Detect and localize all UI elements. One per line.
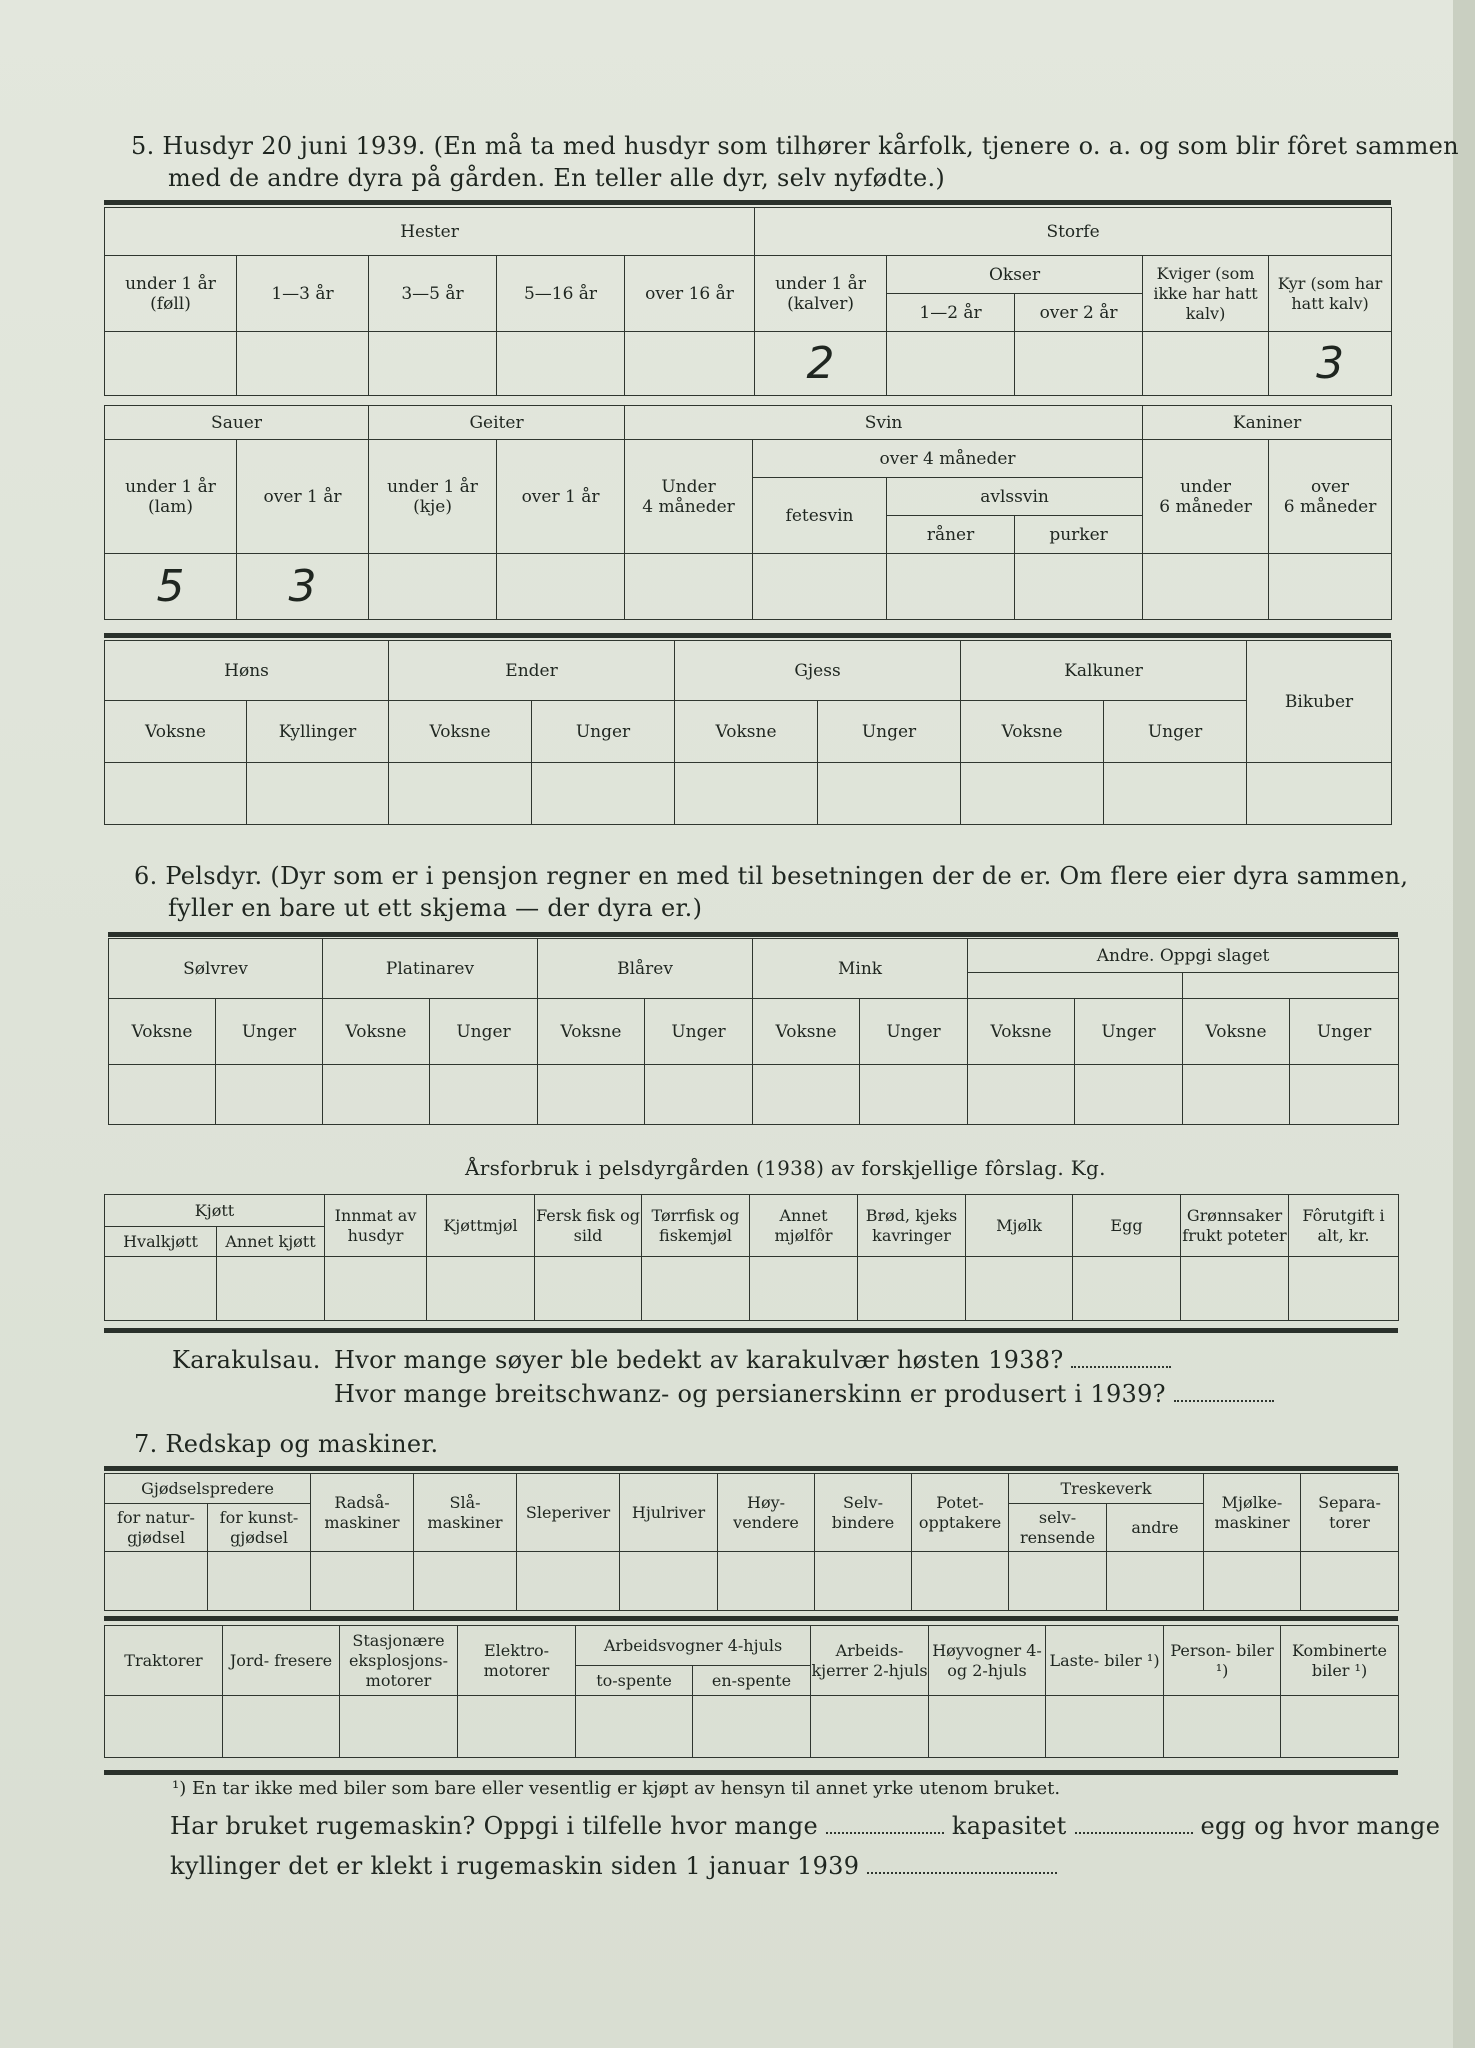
col-label: under 1 år <box>125 273 216 294</box>
cell-input[interactable] <box>929 1696 1046 1758</box>
cell-input[interactable] <box>811 1696 929 1758</box>
cell-input[interactable] <box>247 763 389 825</box>
col-label: Kyr (som har hatt kalv) <box>1269 256 1392 332</box>
gjodsel-header: Gjødselspredere <box>105 1474 311 1504</box>
cell-input[interactable] <box>1015 554 1143 620</box>
col-label: Høy- vendere <box>718 1474 815 1552</box>
scan-edge <box>1453 0 1475 2048</box>
cell-input[interactable] <box>1107 1552 1204 1611</box>
col-label: over 1 år <box>237 440 369 554</box>
cell-input[interactable] <box>718 1552 815 1611</box>
col-label: Kviger (som ikke har hatt kalv) <box>1143 256 1269 332</box>
col-label: 4 måneder <box>642 496 735 517</box>
col-label: Voksne <box>389 701 532 763</box>
cell-input[interactable] <box>887 554 1015 620</box>
blarev-header: Blårev <box>538 939 753 999</box>
col-label: Unger <box>1104 701 1247 763</box>
kyllinger-q-text: kyllinger det er klekt i rugemaskin siden 1 januar 1939 <box>170 1852 860 1880</box>
cell-input[interactable] <box>961 763 1104 825</box>
cell-input[interactable] <box>858 1257 966 1321</box>
cell-input[interactable] <box>1075 1065 1183 1125</box>
col-label: Annet mjølfôr <box>750 1195 858 1257</box>
col-label: Brød, kjeks kavringer <box>858 1195 966 1257</box>
col-label: (kje) <box>413 496 452 517</box>
cell-input[interactable] <box>105 1696 223 1758</box>
cell-input[interactable] <box>109 1065 216 1125</box>
cell-input[interactable] <box>1181 1257 1289 1321</box>
col-label: Voksne <box>1183 999 1290 1065</box>
col-label: Mjølke- maskiner <box>1204 1474 1301 1552</box>
col-label: Slå- maskiner <box>414 1474 517 1552</box>
col-label: Unger <box>1290 999 1399 1065</box>
kapasitet-field[interactable] <box>1075 1810 1193 1834</box>
section6-heading-cont: fyller en bare ut ett skjema — der dyra er.) <box>168 894 703 922</box>
col-label: Traktorer <box>105 1626 223 1696</box>
col-label: Radså- maskiner <box>311 1474 414 1552</box>
cell-input[interactable] <box>389 763 532 825</box>
col-label: Unger <box>532 701 675 763</box>
col-label: Grønnsaker frukt poteter <box>1181 1195 1289 1257</box>
cell-input[interactable] <box>675 763 818 825</box>
col-label: en-spente <box>693 1666 811 1696</box>
col-label: Unger <box>216 999 323 1065</box>
karakul-q1-field[interactable] <box>1071 1344 1171 1368</box>
lam-value[interactable]: 5 <box>105 554 237 620</box>
col-label: Egg <box>1073 1195 1181 1257</box>
cell-input[interactable] <box>217 1257 325 1321</box>
col-label: 6 måneder <box>1283 496 1377 517</box>
col-label: Jord- freserе <box>223 1626 340 1696</box>
col-label: Arbeids- kjerrer 2-hjuls <box>811 1626 929 1696</box>
cell-input[interactable] <box>1073 1257 1181 1321</box>
col-label: råner <box>887 516 1015 554</box>
kjott-header: Kjøtt <box>105 1195 325 1227</box>
cell-input[interactable] <box>966 1257 1073 1321</box>
hester-storfe-table <box>104 207 1392 396</box>
col-label: Voksne <box>968 999 1075 1065</box>
cell-input[interactable] <box>1143 332 1269 396</box>
storfe-header: Storfe <box>755 208 1392 256</box>
col-label: over <box>1311 476 1350 497</box>
gjess-header: Gjess <box>675 641 961 701</box>
col-label: Fôrutgift i alt, kr. <box>1289 1195 1399 1257</box>
col-label: Kombinerte biler ¹) <box>1281 1626 1399 1696</box>
cell-input[interactable] <box>1289 1257 1399 1321</box>
col-label: Kyllinger <box>247 701 389 763</box>
col-label: fetesvin <box>753 478 887 554</box>
col-label: under 1 år <box>775 273 866 294</box>
cell-input[interactable] <box>693 1696 811 1758</box>
col-label: Innmat av husdyr <box>325 1195 427 1257</box>
karakul-q1-text: Hvor mange søyer ble bedekt av karakulvær høsten 1938? <box>334 1346 1064 1374</box>
cell-input[interactable] <box>517 1552 620 1611</box>
cell-input[interactable] <box>430 1065 538 1125</box>
cell-input[interactable] <box>750 1257 858 1321</box>
col-label: Fersk fisk og sild <box>535 1195 642 1257</box>
cell-input[interactable] <box>369 554 497 620</box>
col-label: Unger <box>818 701 961 763</box>
hons-header: Høns <box>105 641 389 701</box>
col-label: Voksne <box>675 701 818 763</box>
cell-input[interactable] <box>887 332 1015 396</box>
cell-input[interactable] <box>968 1065 1075 1125</box>
ender-header: Ender <box>389 641 675 701</box>
cell-input[interactable] <box>532 763 675 825</box>
cell-input[interactable] <box>1046 1696 1164 1758</box>
okser-header: Okser <box>887 256 1143 294</box>
cell-input[interactable] <box>414 1552 517 1611</box>
cell-input[interactable] <box>1015 332 1143 396</box>
cell-input[interactable] <box>105 1257 217 1321</box>
kyllinger-field[interactable] <box>867 1850 1057 1874</box>
section5-heading: 5. Husdyr 20 juni 1939. (En må ta med husdyr som tilhører kårfolk, tjenere o. a. og som blir fôret sammen <box>131 132 1459 160</box>
cell-input[interactable] <box>1204 1552 1301 1611</box>
cell-input[interactable] <box>1104 763 1247 825</box>
col-label: 5—16 år <box>497 256 625 332</box>
col-label: Unger <box>645 999 753 1065</box>
fjorfe-table <box>104 640 1392 825</box>
cell-input[interactable] <box>912 1552 1009 1611</box>
cell-input[interactable] <box>497 554 625 620</box>
rule <box>104 1328 1398 1333</box>
section5-heading-cont: med de andre dyra på gården. En teller alle dyr, selv nyfødte.) <box>168 164 946 192</box>
footnote: ¹) En tar ikke med biler som bare eller vesentlig er kjøpt av hensyn til annet yrke utenom bruket. <box>172 1778 1061 1799</box>
kaniner-header: Kaniner <box>1143 406 1392 440</box>
cell-input[interactable] <box>1164 1696 1281 1758</box>
col-label: Under <box>661 476 716 497</box>
egg-label: egg og hvor mange <box>1200 1812 1441 1840</box>
kyllinger-question <box>170 1850 1057 1882</box>
col-label: Unger <box>1075 999 1183 1065</box>
col-label: Elektro- motorer <box>458 1626 576 1696</box>
section6-heading: 6. Pelsdyr. (Dyr som er i pensjon regner en med til besetningen der de er. Om flere eier dyra sammen, <box>134 862 1409 890</box>
col-label: Stasjonære eksplosjons- motorer <box>340 1626 458 1696</box>
rule <box>104 1616 1398 1621</box>
col-label: for kunst- gjødsel <box>208 1504 311 1552</box>
col-label: over 16 år <box>625 256 755 332</box>
cell-input[interactable] <box>625 332 755 396</box>
col-label: Voksne <box>105 701 247 763</box>
geiter-header: Geiter <box>369 406 625 440</box>
forbruk-title: Årsforbruk i pelsdyrgården (1938) av forskjellige fôrslag. Kg. <box>465 1156 1106 1180</box>
cell-input[interactable] <box>323 1065 430 1125</box>
col-label: Tørrfisk og fiskemjøl <box>642 1195 750 1257</box>
cell-input[interactable] <box>369 332 497 396</box>
solvrev-header: Sølvrev <box>109 939 323 999</box>
col-label: Voksne <box>323 999 430 1065</box>
rule <box>104 633 1391 638</box>
col-label: (føll) <box>150 293 191 314</box>
col-label: over 2 år <box>1015 294 1143 332</box>
col-label: 6 måneder <box>1159 496 1252 517</box>
cell-input[interactable] <box>535 1257 642 1321</box>
col-label: over 1 år <box>497 440 625 554</box>
rule <box>104 1466 1398 1471</box>
kalver-value[interactable]: 2 <box>755 332 887 396</box>
col-label: under 1 år <box>387 476 478 497</box>
col-label: Mjølk <box>966 1195 1073 1257</box>
svin-header: Svin <box>625 406 1143 440</box>
cell-input[interactable] <box>625 554 753 620</box>
cell-input[interactable] <box>753 1065 860 1125</box>
col-label: Selv- bindere <box>815 1474 912 1552</box>
cell-input[interactable] <box>1290 1065 1399 1125</box>
cell-input[interactable] <box>815 1552 912 1611</box>
col-label: Potet- opptakere <box>912 1474 1009 1552</box>
cell-input[interactable] <box>497 332 625 396</box>
redskap-table <box>104 1473 1399 1611</box>
col-label: purker <box>1015 516 1143 554</box>
col-label: (lam) <box>148 496 193 517</box>
cell-input[interactable] <box>860 1065 968 1125</box>
karakul-q2-text: Hvor mange breitschwanz- og persianerskinn er produsert i 1939? <box>334 1380 1166 1408</box>
col-label: under <box>1180 476 1232 497</box>
cell-input[interactable] <box>538 1065 645 1125</box>
over4-header: over 4 måneder <box>753 440 1143 478</box>
pelsdyr-table <box>108 938 1399 1125</box>
col-label: Laste- biler ¹) <box>1046 1626 1164 1696</box>
cell-input[interactable] <box>216 1065 323 1125</box>
karakul-label: Karakulsau. <box>172 1346 321 1374</box>
platinarev-header: Platinarev <box>323 939 538 999</box>
col-label: 1—2 år <box>887 294 1015 332</box>
rule <box>108 932 1398 937</box>
col-label: Separa- torer <box>1301 1474 1399 1552</box>
ruge-count-field[interactable] <box>826 1810 944 1834</box>
arbeidsvogner-header: Arbeidsvogner 4-hjuls <box>576 1626 811 1666</box>
sauer-svin-table <box>104 405 1392 620</box>
col-label: Hjulriver <box>620 1474 718 1552</box>
cell-input[interactable] <box>458 1696 576 1758</box>
kjoretoy-table <box>104 1625 1399 1758</box>
cell-input[interactable] <box>1247 763 1392 825</box>
cell-input[interactable] <box>427 1257 535 1321</box>
andre-header: Andre. Oppgi slaget <box>968 939 1399 973</box>
cell-input[interactable] <box>325 1257 427 1321</box>
col-label: 1—3 år <box>237 256 369 332</box>
col-label: Hvalkjøtt <box>105 1227 217 1257</box>
cell-input[interactable] <box>818 763 961 825</box>
karakul-q2-field[interactable] <box>1174 1378 1274 1402</box>
col-label: (kalver) <box>787 293 854 314</box>
col-label: Sleperiver <box>517 1474 620 1552</box>
cell-input[interactable] <box>105 332 237 396</box>
col-label: Unger <box>430 999 538 1065</box>
cell-input[interactable] <box>311 1552 414 1611</box>
cell-input[interactable] <box>1301 1552 1399 1611</box>
cell-input[interactable] <box>223 1696 340 1758</box>
kalkuner-header: Kalkuner <box>961 641 1247 701</box>
sauer-header: Sauer <box>105 406 369 440</box>
cell-input[interactable] <box>340 1696 458 1758</box>
cell-input[interactable] <box>1269 554 1392 620</box>
kapasitet-label: kapasitet <box>951 1812 1067 1840</box>
col-label: Voksne <box>961 701 1104 763</box>
cell-input[interactable] <box>753 554 887 620</box>
col-label: for natur- gjødsel <box>105 1504 208 1552</box>
cell-input[interactable] <box>1183 1065 1290 1125</box>
col-label: Voksne <box>538 999 645 1065</box>
karakul-question-1 <box>334 1344 1171 1376</box>
section7-heading: 7. Redskap og maskiner. <box>134 1430 439 1458</box>
col-label: andre <box>1107 1504 1204 1552</box>
col-label: under 1 år <box>125 476 216 497</box>
avlssvin-header: avlssvin <box>887 478 1143 516</box>
forbruk-table <box>104 1194 1399 1321</box>
col-label: Person- biler ¹) <box>1164 1626 1281 1696</box>
rule <box>104 200 1391 205</box>
sau-value[interactable]: 3 <box>237 554 369 620</box>
col-label: Annet kjøtt <box>217 1227 325 1257</box>
col-label: 3—5 år <box>369 256 497 332</box>
col-label: Voksne <box>109 999 216 1065</box>
rule <box>104 1770 1398 1775</box>
cell-input[interactable] <box>105 1552 208 1611</box>
karakul-question-2 <box>334 1378 1274 1410</box>
cell-input[interactable] <box>1009 1552 1107 1611</box>
kyr-value[interactable]: 3 <box>1269 332 1392 396</box>
col-label: Kjøttmjøl <box>427 1195 535 1257</box>
cell-input[interactable] <box>576 1696 693 1758</box>
mink-header: Mink <box>753 939 968 999</box>
cell-input[interactable] <box>620 1552 718 1611</box>
hester-header: Hester <box>105 208 755 256</box>
col-label: Høyvogner 4- og 2-hjuls <box>929 1626 1046 1696</box>
cell-input[interactable] <box>1143 554 1269 620</box>
cell-input[interactable] <box>208 1552 311 1611</box>
cell-input[interactable] <box>642 1257 750 1321</box>
col-label: selv- rensende <box>1009 1504 1107 1552</box>
cell-input[interactable] <box>1281 1696 1399 1758</box>
col-label: Voksne <box>753 999 860 1065</box>
col-label: to-spente <box>576 1666 693 1696</box>
col-label: Unger <box>860 999 968 1065</box>
cell-input[interactable] <box>645 1065 753 1125</box>
cell-input[interactable] <box>237 332 369 396</box>
rugemaskin-question <box>170 1810 1440 1842</box>
cell-input[interactable] <box>105 763 247 825</box>
treske-header: Treskeverk <box>1009 1474 1204 1504</box>
bikuber-header: Bikuber <box>1247 641 1392 763</box>
ruge-q-text: Har bruket rugemaskin? Oppgi i tilfelle hvor mange <box>170 1812 818 1840</box>
